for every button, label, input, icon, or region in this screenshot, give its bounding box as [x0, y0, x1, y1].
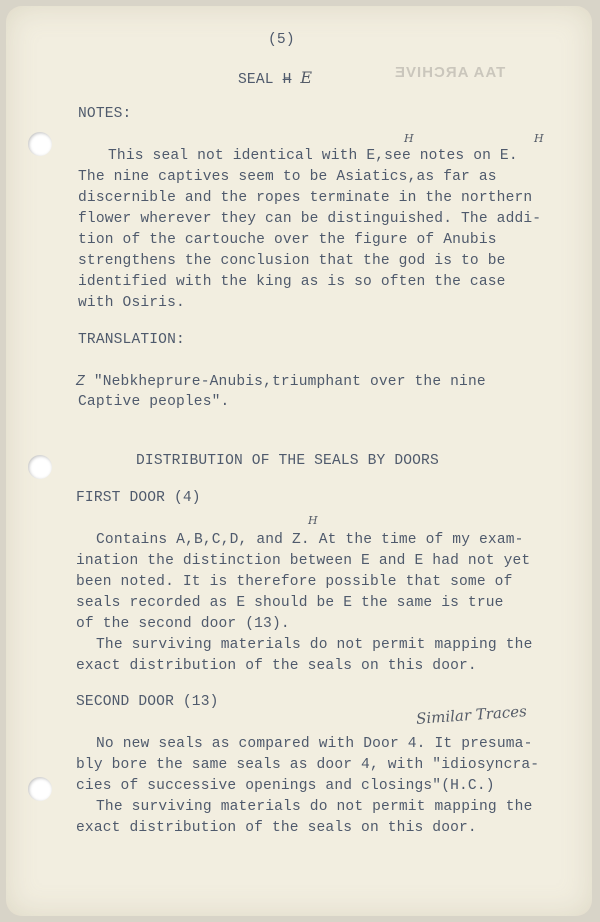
page-number: (5)	[268, 32, 295, 48]
second-door-line: bly bore the same seals as door 4, with "idiosyncra-	[76, 757, 540, 773]
second-door-line: exact distribution of the seals on this door.	[76, 820, 477, 836]
notes-line: strengthens the conclusion that the god is to be	[78, 253, 506, 269]
notes-line: tion of the cartouche over the figure of Anubis	[78, 232, 497, 248]
first-door-line: The surviving materials do not permit mapping the	[96, 637, 533, 653]
translation-heading: TRANSLATION:	[78, 332, 185, 348]
notes-line: flower wherever they can be distinguished. The addi-	[78, 211, 542, 227]
first-door-line: ination the distinction between E and E had not yet	[76, 553, 531, 569]
first-door-line: exact distribution of the seals on this door.	[76, 658, 477, 674]
notes-line: with Osiris.	[78, 295, 185, 311]
first-door-line: of the second door (13).	[76, 616, 290, 632]
archive-stamp: TAA ARCHIVE	[394, 64, 506, 81]
translation-line: Z "Nebkheprure-Anubis,triumphant over the nine	[76, 374, 486, 390]
notes-superscript: H	[404, 132, 414, 145]
notes-superscript: H	[534, 132, 544, 145]
first-door-line: been noted. It is therefore possible that some of	[76, 574, 513, 590]
first-door-line: seals recorded as E should be E the same is true	[76, 595, 504, 611]
second-door-line: No new seals as compared with Door 4. It presuma-	[96, 736, 533, 752]
translation-line: Captive peoples".	[78, 394, 230, 410]
punch-hole	[28, 455, 52, 479]
seal-annotation: E	[300, 68, 313, 87]
notes-line: discernible and the ropes terminate in the northern	[78, 190, 533, 206]
translation-text: "Nebkheprure-Anubis,triumphant over the nine	[93, 374, 486, 390]
seal-heading-label: SEAL	[238, 72, 274, 88]
first-door-line: Contains A,B,C,D, and Z. At the time of my exam-	[96, 532, 524, 548]
seal-letter: H	[282, 72, 292, 88]
first-door-heading: FIRST DOOR (4)	[76, 490, 201, 506]
punch-hole	[28, 132, 52, 156]
first-door-superscript: H	[308, 514, 318, 527]
distribution-heading: DISTRIBUTION OF THE SEALS BY DOORS	[136, 453, 439, 469]
notes-heading: NOTES:	[78, 106, 132, 122]
document-page	[6, 6, 592, 916]
second-door-line: cies of successive openings and closings"(H.C.)	[76, 778, 495, 794]
seal-heading	[238, 68, 312, 90]
second-door-line: The surviving materials do not permit mapping the	[96, 799, 533, 815]
second-door-heading: SECOND DOOR (13)	[76, 694, 219, 710]
notes-line: identified with the king as is so often the case	[78, 274, 506, 290]
notes-line: This seal not identical with E,see notes on E.	[108, 148, 518, 164]
punch-hole	[28, 777, 52, 801]
handwritten-note: Similar Traces	[415, 702, 528, 728]
notes-line: The nine captives seem to be Asiatics,as far as	[78, 169, 497, 185]
